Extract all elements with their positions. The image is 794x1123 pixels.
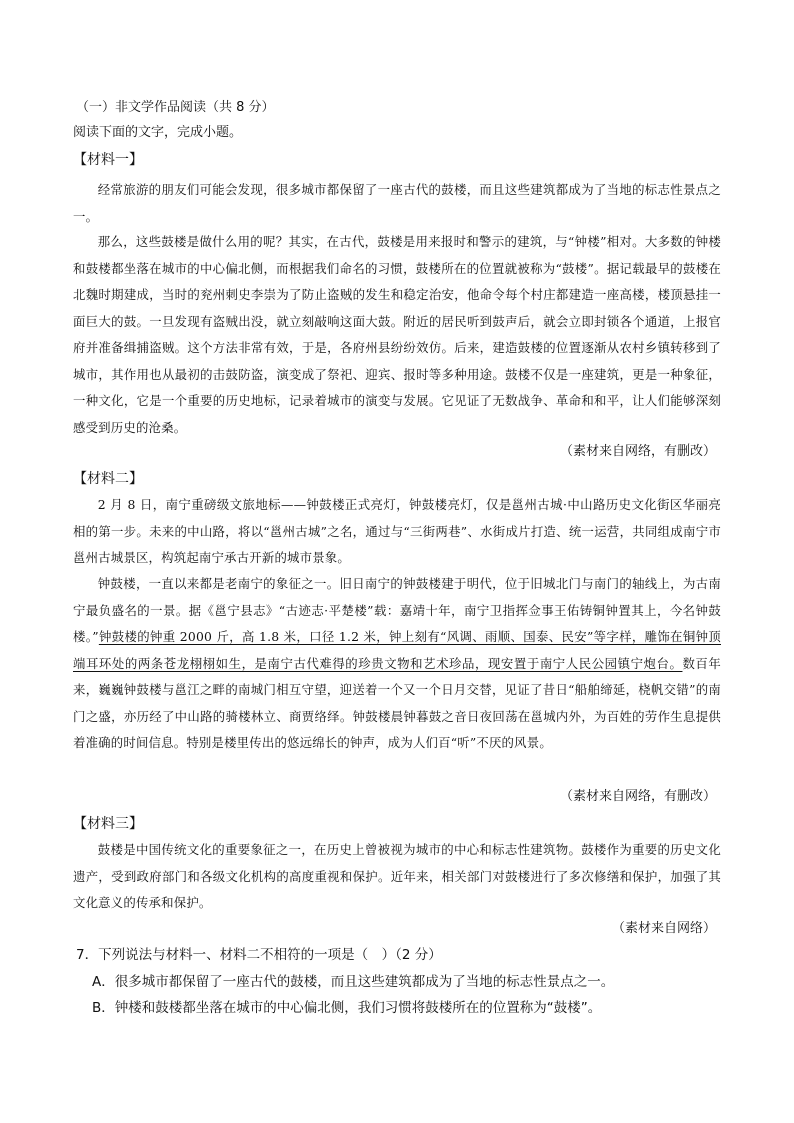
section-title: （一）非文学作品阅读（共 8 分） <box>76 100 275 115</box>
material1-source: （素材来自网络，有删改） <box>559 444 716 459</box>
question-option-b: B．钟楼和鼓楼都坐落在城市的中心偏北侧，我们习惯将鼓楼所在的位置称为“鼓楼”。 <box>92 1000 602 1016</box>
material2-underlined-text: 钟鼓楼的钟重 2000 斤，高 1.8 米，口径 1.2 米，钟上刻有“风调、雨顺、国泰、民安”等字样，雕饰在铜钟顶端耳环处的两条苍龙栩栩如生，是南宁古代难得的珍贵文物和艺术珍品，现安置于南宁人民公园镇宁炮台。 <box>73 629 721 671</box>
question-stem: 7．下列说法与材料一、材料二不相符的一项是（ ）（2 分） <box>76 947 442 963</box>
material2-p2-text: 钟鼓楼，一直以来都是老南宁的象征之一。旧日南宁的钟鼓楼建于明代，位于旧城北门与南门的轴线上，为古南宁最负盛名的一景。据《邕宁县志》“古迹志·平楚楼”载：嘉靖十年，南宁卫指挥佥事王佑铸铜钟置其上，今名钟鼓楼。” <box>73 576 721 644</box>
material3-paragraph-1: 鼓楼是中国传统文化的重要象征之一，在历史上曾被视为城市的中心和标志性建筑物。鼓楼作为重要的历史文化遗产，受到政府部门和各级文化机构的高度重视和保护。近年来，相关部门对鼓楼进行了多次修缮和保护，加强了其文化意义的传承和保护。 <box>73 842 721 910</box>
material2-paragraph-1: 2 月 8 日，南宁重磅级文旅地标——钟鼓楼正式亮灯，钟鼓楼亮灯，仅是邕州古城·中山路历史文化街区华丽亮相的第一步。未来的中山路，将以“邕州古城”之名，通过与“三街两巷”、水街成片打造、统一运营，共同组成南宁市邕州古城景区，构筑起南宁承古开新的城市景象。 <box>73 497 721 565</box>
material1-heading: 【材料一】 <box>73 152 143 168</box>
material2-source: （素材来自网络，有删改） <box>559 789 716 804</box>
instruction: 阅读下面的文字，完成小题。 <box>73 125 243 140</box>
material2-heading: 【材料二】 <box>73 471 143 487</box>
material2-paragraph-2 <box>73 571 721 757</box>
material3-heading: 【材料三】 <box>73 816 143 832</box>
material1-paragraph-2: 那么，这些鼓楼是做什么用的呢？其实，在古代，鼓楼是用来报时和警示的建筑，与“钟楼”相对。大多数的钟楼和鼓楼都坐落在城市的中心偏北侧，而根据我们命名的习惯，鼓楼所在的位置就被称为“鼓楼”。据记载最早的鼓楼在北魏时期建成，当时的兖州刺史李崇为了防止盗贼的发生和稳定治安，他命令每个村庄都建造一座高楼，楼顶悬挂一面巨大的鼓。一旦发现有盗贼出没，就立刻敲响这面大鼓。附近的居民听到鼓声后，就会立即封锁各个通道，上报官府并准备缉捕盗贼。这个方法非常有效，于是，各府州县纷纷效仿。后来，建造鼓楼的位置逐渐从农村乡镇转移到了城市，其作用也从最初的击鼓防盗，演变成了祭祀、迎宾、报时等多种用途。鼓楼不仅是一座建筑，更是一种象征，一种文化，它是一个重要的历史地标，记录着城市的演变与发展。它见证了无数战争、革命和和平，让人们能够深刻感受到历史的沧桑。 <box>73 234 721 435</box>
material3-source: （素材来自网络） <box>611 921 716 936</box>
question-option-a: A．很多城市都保留了一座古代的鼓楼，而且这些建筑都成为了当地的标志性景点之一。 <box>92 974 615 990</box>
material1-paragraph-1: 经常旅游的朋友们可能会发现，很多城市都保留了一座古代的鼓楼，而且这些建筑都成为了当地的标志性景点之一。 <box>73 182 721 224</box>
material2-p2-text-continued: 数百年来，巍巍钟鼓楼与邕江之畔的南城门相互守望，迎送着一个又一个日月交替，见证了昔日“船舶缔延，桡帆交错”的南门之盛，亦历经了中山路的骑楼林立、商贾络绎。钟鼓楼晨钟暮鼓之音日夜回荡在邕城内外，为百姓的劳作生息提供着准确的时间信息。特别是楼里传出的悠远绵长的钟声，成为人们百“听”不厌的风景。 <box>73 655 721 750</box>
